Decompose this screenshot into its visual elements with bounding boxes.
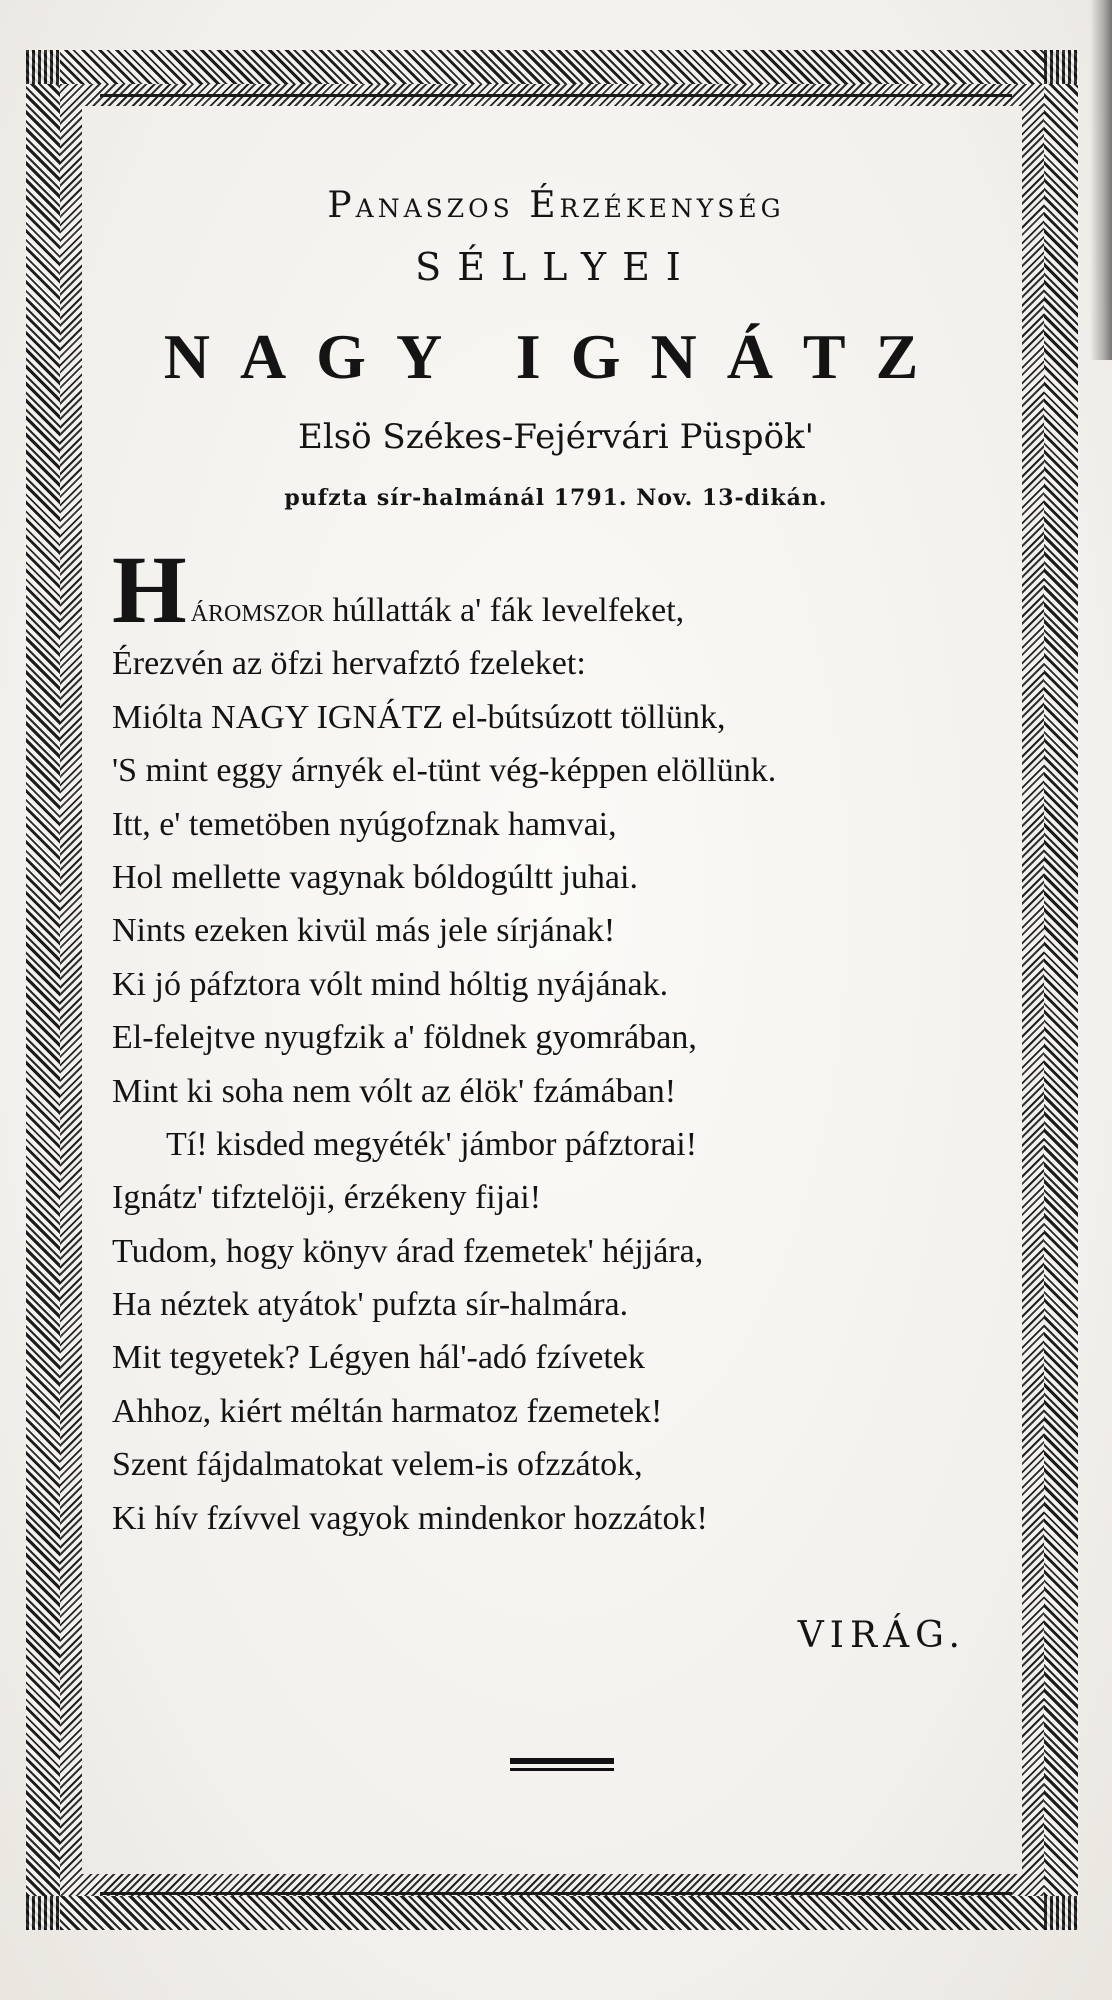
poem-line: Mit tegyetek? Légyen hál'-adó fzívetek bbox=[112, 1339, 645, 1377]
poem-line bbox=[112, 536, 1000, 643]
drop-cap: H bbox=[112, 536, 187, 643]
poem-line: Ki jó páfztora vólt mind hóltig nyájának. bbox=[112, 965, 669, 1003]
page-edge-shadow bbox=[1090, 0, 1112, 360]
poem-line: Érezvén az öfzi hervafztó fzeleket: bbox=[112, 645, 586, 683]
poem-line: Nints ezeken kivül más jele sírjának! bbox=[112, 912, 616, 950]
poem-line: Tí! kisded megyéték' jámbor páfztorai! bbox=[166, 1125, 698, 1163]
first-line-rest: húllatták a' fák levelfeket, bbox=[324, 592, 685, 629]
poem-line: Miólta NAGY IGNÁTZ el-bútsúzott töllünk, bbox=[112, 698, 726, 736]
corner-ornament bbox=[26, 1896, 60, 1930]
poem-line: Szent fájdalmatokat velem-is ofzzátok, bbox=[112, 1446, 643, 1484]
closing-rule bbox=[510, 1768, 614, 1771]
poem-line: Ahhoz, kiért méltán harmatoz fzemetek! bbox=[112, 1392, 663, 1430]
page-title: Panaszos Érzékenység bbox=[327, 185, 785, 226]
poem-line: Tudom, hogy könyv árad fzemetek' héjjára, bbox=[112, 1232, 704, 1270]
corner-ornament bbox=[1044, 1896, 1078, 1930]
poem-body bbox=[112, 536, 1000, 1545]
poem-line: Hol mellette vagynak bóldogúltt juhai. bbox=[112, 858, 638, 896]
closing-rule bbox=[510, 1758, 614, 1764]
poem-line: Mint ki soha nem vólt az élök' fzámában! bbox=[112, 1072, 677, 1110]
top-rule bbox=[100, 94, 1012, 97]
author-signature: VIRÁG. bbox=[797, 1615, 966, 1657]
honoree-name: NAGY IGNÁTZ bbox=[163, 321, 949, 392]
poem-line: Ki hív fzívvel vagyok mindenkor hozzátok! bbox=[112, 1499, 708, 1537]
page-content bbox=[112, 130, 1000, 1661]
poem-line: Ignátz' tifztelöji, érzékeny fijai! bbox=[112, 1179, 542, 1217]
honoree-office: Elsö Székes-Fejérvári Püspök' bbox=[298, 417, 814, 457]
corner-ornament bbox=[1044, 50, 1078, 84]
poem-line: 'S mint eggy árnyék el-tünt vég-képpen elöllünk. bbox=[112, 752, 777, 790]
dateline: pufzta sír-halmánál 1791. Nov. 13-dikán. bbox=[284, 485, 828, 511]
poem-line: Itt, e' temetöben nyúgofznak hamvai, bbox=[112, 805, 617, 843]
bottom-rule bbox=[100, 1892, 1012, 1895]
poem-line: El-felejtve nyugfzik a' földnek gyomrában, bbox=[112, 1019, 697, 1057]
corner-ornament bbox=[26, 50, 60, 84]
first-word: áromszor bbox=[190, 592, 325, 629]
name-prefix: SÉLLYEI bbox=[415, 245, 697, 289]
poem-line: Ha néztek atyátok' pufzta sír-halmára. bbox=[112, 1286, 629, 1324]
